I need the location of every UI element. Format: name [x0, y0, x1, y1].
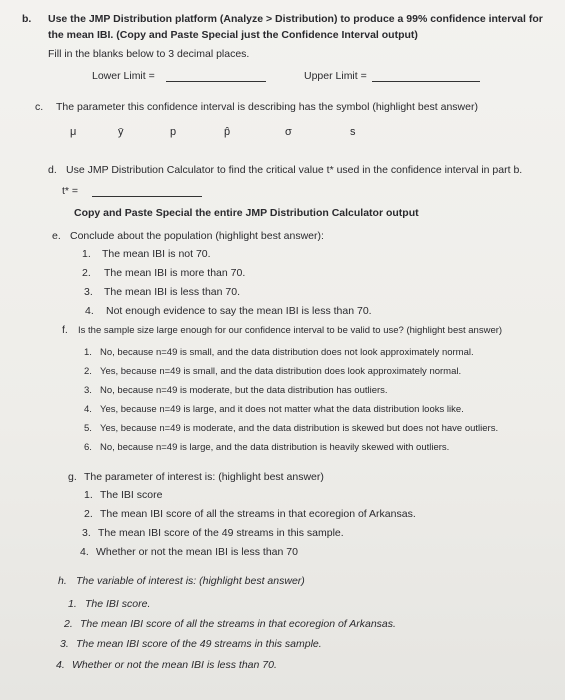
option-text[interactable]: The mean IBI score of all the streams in that ecoregion of Arkansas.: [100, 508, 416, 520]
option-text[interactable]: Whether or not the mean IBI is less than 70.: [72, 659, 277, 671]
option-number: 3.: [60, 638, 69, 650]
option-number: 2.: [64, 618, 73, 630]
option-text[interactable]: The mean IBI is less than 70.: [104, 286, 240, 298]
question-d-marker: d.: [48, 164, 57, 176]
question-b-marker: b.: [22, 13, 32, 25]
upper-limit-label: Upper Limit =: [304, 70, 367, 82]
option-number: 5.: [84, 423, 92, 434]
question-b-line2-bold: (Copy and Paste Special just the Confidence Interval output): [116, 29, 418, 41]
question-f-marker: f.: [62, 324, 68, 336]
option-text[interactable]: Yes, because n=49 is large, and it does not matter what the data distribution looks like.: [100, 404, 464, 415]
t-star-blank[interactable]: [92, 187, 202, 197]
option-text[interactable]: The mean IBI score of the 49 streams in this sample.: [76, 638, 322, 650]
option-number: 4.: [56, 659, 65, 671]
question-b-line3: Fill in the blanks below to 3 decimal places.: [48, 48, 250, 60]
option-text[interactable]: No, because n=49 is moderate, but the data distribution has outliers.: [100, 385, 388, 396]
upper-limit-blank[interactable]: [372, 72, 480, 82]
option-number: 6.: [84, 442, 92, 453]
question-e-marker: e.: [52, 230, 61, 242]
option-text[interactable]: The mean IBI score of all the streams in that ecoregion of Arkansas.: [80, 618, 396, 630]
symbol-y-bar[interactable]: ȳ: [118, 126, 124, 138]
t-star-label: t* =: [62, 185, 79, 197]
option-number: 1.: [84, 489, 93, 501]
option-number: 3.: [84, 385, 92, 396]
option-number: 4.: [84, 404, 92, 415]
option-number: 1.: [68, 598, 77, 610]
option-number: 3.: [84, 286, 93, 298]
question-b-line2-text: the mean IBI.: [48, 29, 117, 41]
question-g-text: The parameter of interest is: (highlight best answer): [84, 471, 324, 483]
option-text[interactable]: The mean IBI is not 70.: [102, 248, 211, 260]
lower-limit-label: Lower Limit =: [92, 70, 155, 82]
option-text[interactable]: The IBI score: [100, 489, 163, 501]
option-text[interactable]: No, because n=49 is large, and the data distribution is heavily skewed with outliers.: [100, 442, 450, 453]
symbol-sigma[interactable]: σ: [285, 126, 292, 138]
option-text[interactable]: Whether or not the mean IBI is less than 70: [96, 546, 298, 558]
option-text[interactable]: Yes, because n=49 is small, and the data distribution does look approximately normal.: [100, 366, 462, 377]
lower-limit-blank[interactable]: [166, 72, 266, 82]
option-number: 4.: [85, 305, 94, 317]
question-b-line1: Use the JMP Distribution platform (Analyze > Distribution) to produce a 99% confidence interval for: [48, 13, 543, 25]
option-text[interactable]: The mean IBI is more than 70.: [104, 267, 246, 279]
symbol-p-hat[interactable]: p̂: [224, 126, 231, 138]
question-e-text: Conclude about the population (highlight best answer):: [70, 230, 324, 242]
symbol-mu[interactable]: μ: [70, 126, 77, 138]
option-number: 4.: [80, 546, 89, 558]
option-text[interactable]: The mean IBI score of the 49 streams in this sample.: [98, 527, 344, 539]
question-c-marker: c.: [35, 101, 44, 113]
question-h-marker: h.: [58, 575, 67, 587]
option-text[interactable]: Not enough evidence to say the mean IBI is less than 70.: [106, 305, 372, 317]
option-number: 2.: [84, 366, 92, 377]
question-d-text: Use JMP Distribution Calculator to find the critical value t* used in the confidence interval in part b.: [66, 164, 523, 176]
symbol-p[interactable]: p: [170, 126, 177, 138]
question-g-marker: g.: [68, 471, 77, 483]
question-f-text: Is the sample size large enough for our confidence interval to be valid to use? (highlight best answer): [78, 325, 503, 336]
option-number: 1.: [84, 347, 92, 358]
option-number: 3.: [82, 527, 91, 539]
option-text[interactable]: Yes, because n=49 is moderate, and the data distribution is skewed but does not have outliers.: [100, 423, 499, 434]
symbol-s[interactable]: s: [350, 126, 356, 138]
option-number: 2.: [82, 267, 91, 279]
option-text[interactable]: The IBI score.: [85, 598, 151, 610]
question-c-text: The parameter this confidence interval is describing has the symbol (highlight best answer): [56, 101, 478, 113]
option-number: 1.: [82, 248, 91, 260]
question-d-instruction: Copy and Paste Special the entire JMP Distribution Calculator output: [74, 207, 419, 219]
question-h-text: The variable of interest is: (highlight best answer): [76, 575, 305, 587]
option-text[interactable]: No, because n=49 is small, and the data distribution does not look approximately normal.: [100, 347, 474, 358]
option-number: 2.: [84, 508, 93, 520]
question-b-line2: [48, 29, 418, 41]
